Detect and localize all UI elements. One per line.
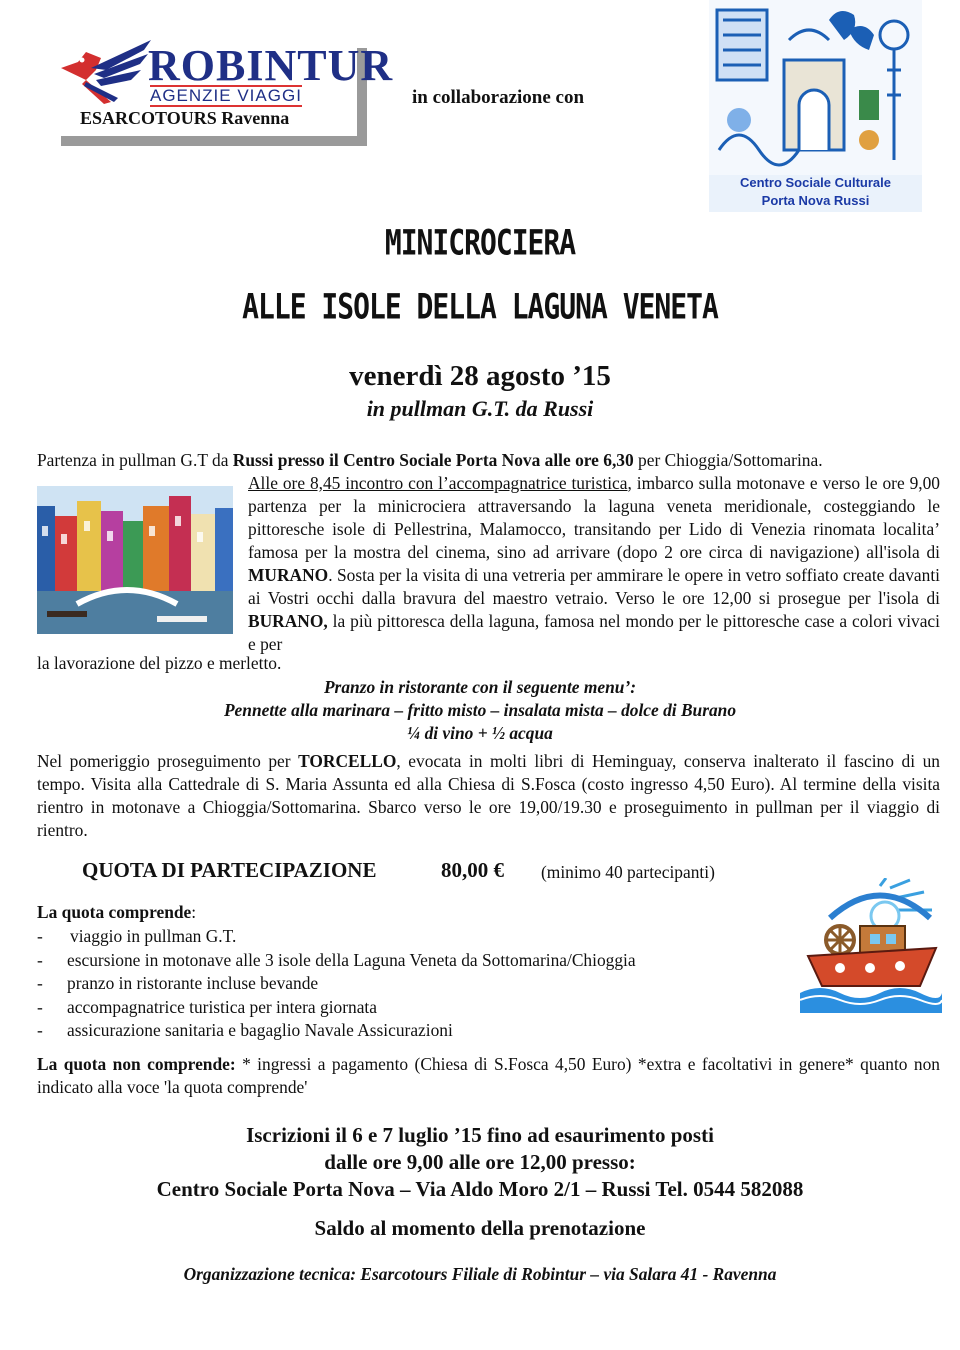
- menu-drinks: ¼ di vino + ½ acqua: [407, 723, 553, 743]
- payment-note: Saldo al momento della prenotazione: [314, 1216, 646, 1240]
- title-line1: MINICROCIERA: [384, 221, 576, 264]
- includes-title: [37, 902, 196, 923]
- branch-name: ESARCOTOURS Ravenna: [80, 108, 290, 128]
- afternoon-b: , evocata in molti libri di Heminguay, conserva inalterato il fascino di un tempo. Visita alla Cattedrale di S. Maria Assunta ed alla Chiesa di S.Fosca (costo ingresso 4,50 Euro). Al termine della visita rientro in motonave a Chioggia/Sottomarina. Sbarco verso le ore 19,00/19.30 e proseguimento in pullman per il viaggio di rientro.: [37, 751, 940, 840]
- intro-a: Partenza in pullman G.T da: [37, 450, 233, 470]
- partner-logo: [709, 0, 922, 212]
- list-item: - escursione in motonave alle 3 isole della Laguna Veneta da Sottomarina/Chioggia: [37, 949, 636, 970]
- quota-label: QUOTA DI PARTECIPAZIONE: [82, 858, 377, 882]
- bird-icon: [56, 40, 151, 110]
- quota-price: 80,00 €: [441, 858, 504, 882]
- list-item-text: accompagnatrice turistica per intera giornata: [67, 996, 377, 1017]
- list-item: - viaggio in pullman G.T.: [37, 926, 237, 946]
- enrollment-line3: Centro Sociale Porta Nova – Via Aldo Moro 2/1 – Russi Tel. 0544 582088: [156, 1177, 804, 1201]
- intro-paragraph: [37, 449, 940, 472]
- list-item: - assicurazione sanitaria e bagaglio Navale Assicurazioni: [37, 1020, 453, 1040]
- list-item-text: escursione in motonave alle 3 isole della Laguna Veneta da Sottomarina/Chioggia: [67, 949, 636, 970]
- collaboration-label: in collaborazione con: [412, 87, 585, 108]
- intro-bold: Russi presso il Centro Sociale Porta Nova alle ore 6,30: [232, 450, 634, 470]
- list-item: - accompagnatrice turistica per intera giornata: [37, 996, 377, 1017]
- menu-intro: Pranzo in ristorante con il seguente menu’:: [323, 677, 637, 697]
- burano-houses-image: [37, 486, 233, 634]
- torcello-label: TORCELLO: [298, 751, 397, 771]
- enrollment-line2: dalle ore 9,00 alle ore 12,00 presso:: [324, 1150, 636, 1174]
- partner-name-line2: Porta Nova Russi: [761, 193, 870, 208]
- description-part1: , imbarco sulla motonave e verso le ore 9,00 partenza per la minicrociera attraversando la laguna veneta meridionale, costeggiando le pittoresche isole di Pellestrina, Malamocco, transitando per Lido di Venezia rinomata localita’ famosa per la mostra del cinema, sino ad arrivare (dopo 2 ore circa di navigazione) all'isola di: [248, 473, 941, 562]
- list-item-text: viaggio in pullman G.T.: [70, 926, 237, 946]
- title-line2: ALLE ISOLE DELLA LAGUNA VENETA: [242, 285, 718, 328]
- organizer-note: Organizzazione tecnica: Esarcotours Filiale di Robintur – via Salara 41 - Ravenna: [183, 1264, 777, 1284]
- intro-c: per Chioggia/Sottomarina.: [633, 450, 823, 470]
- burano-photo: [37, 486, 233, 634]
- description-part2: . Sosta per la visita di una vetreria per ammirare le opere in vetro soffiato create davanti ai Vostri occhi dalla bravura del maestro vetraio. Verso le ore 12,00 si prosegue per l'isola di: [248, 565, 940, 608]
- description-end: la lavorazione del pizzo e merletto.: [37, 653, 282, 673]
- tile-mosaic-image: [709, 0, 922, 175]
- quota-minimum: (minimo 40 partecipanti): [541, 862, 715, 882]
- afternoon-paragraph: [37, 750, 940, 842]
- afternoon-a: Nel pomeriggio proseguimento per: [37, 751, 299, 771]
- boat-illustration: [800, 878, 942, 1013]
- includes-title-text: La quota comprende: [37, 902, 192, 922]
- list-item-text: assicurazione sanitaria e bagaglio Navale Assicurazioni: [67, 1020, 453, 1040]
- list-item-text: pranzo in ristorante incluse bevande: [67, 973, 319, 993]
- excludes-text: * ingressi a pagamento (Chiesa di S.Fosca 4,50 Euro) *extra e facoltativi in genere* quanto non indicato alla voce 'la quota comprende': [37, 1054, 940, 1097]
- menu-courses: Pennette alla marinara – fritto misto – insalata mista – dolce di Burano: [223, 700, 737, 720]
- partner-name-line1: Centro Sociale Culturale: [740, 175, 891, 190]
- burano-label: BURANO,: [248, 611, 328, 631]
- description-part3: la più pittoresca della laguna, famosa nel mondo per le pittoresche case a colori vivaci e per: [248, 611, 940, 654]
- trip-transport: in pullman G.T. da Russi: [366, 396, 594, 421]
- list-item: - pranzo in ristorante incluse bevande: [37, 973, 319, 993]
- murano-label: MURANO: [248, 565, 329, 585]
- brand-subtitle: AGENZIE VIAGGI: [150, 86, 302, 105]
- boat-icon: [800, 878, 942, 1013]
- description-paragraph: [248, 472, 940, 656]
- trip-date: venerdì 28 agosto ’15: [349, 360, 611, 392]
- includes-colon: :: [191, 902, 197, 922]
- brand-name: ROBINTUR: [148, 41, 394, 90]
- excludes-paragraph: [37, 1053, 940, 1099]
- meeting-time-underlined: Alle ore 8,45 incontro con l’accompagnatrice turistica: [248, 473, 628, 493]
- partner-name: [709, 174, 922, 210]
- excludes-title: La quota non comprende:: [37, 1054, 236, 1074]
- enrollment-block: [0, 1122, 960, 1203]
- includes-list: [37, 925, 757, 1043]
- enrollment-line1: Iscrizioni il 6 e 7 luglio ’15 fino ad esaurimento posti: [246, 1123, 714, 1147]
